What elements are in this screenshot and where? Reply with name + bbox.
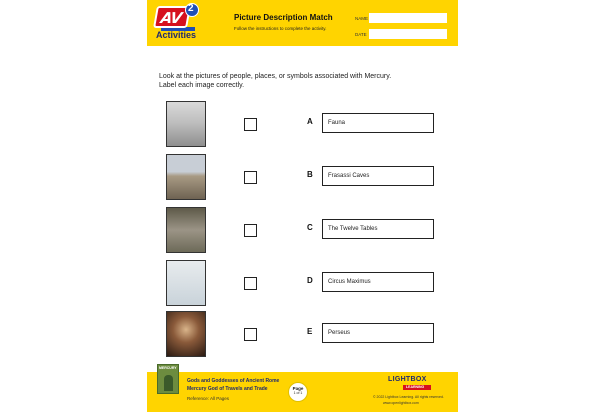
- worksheet: [147, 0, 458, 412]
- page-title: Picture Description Match: [234, 13, 333, 22]
- footer-band: [147, 366, 458, 412]
- picture-cave-interior: [166, 311, 206, 357]
- picture-fresco-scene: [166, 101, 206, 147]
- website-link[interactable]: www.openlightbox.com: [383, 401, 419, 405]
- picture-bronze-statue: [166, 260, 206, 306]
- choice-text: Frasassi Caves: [328, 173, 370, 179]
- choice-box: [322, 166, 434, 186]
- av2-logo: [155, 3, 201, 28]
- book-subtitle: Mercury God of Travels and Trade: [187, 386, 268, 392]
- choice-letter: B: [307, 170, 313, 179]
- choice-box: [322, 219, 434, 239]
- logo-superscript: 2: [188, 3, 194, 14]
- answer-checkbox[interactable]: [244, 224, 257, 237]
- page-indicator: [288, 382, 308, 402]
- logo-text: AV: [159, 9, 183, 27]
- choice-text: Fauna: [328, 120, 346, 126]
- answer-checkbox[interactable]: [244, 277, 257, 290]
- choice-box: [322, 113, 434, 133]
- instructions-text: Follow the instructions to complete the activity.: [234, 26, 327, 31]
- match-row-d: [147, 260, 458, 308]
- picture-statue-in-park: [166, 207, 206, 253]
- choice-text: The Twelve Tables: [328, 226, 378, 232]
- book-cover-thumbnail: [157, 364, 179, 394]
- date-label: DATE: [355, 32, 367, 37]
- logo-superscript-badge: [185, 3, 199, 17]
- page-label: Page: [292, 386, 304, 391]
- copyright-text: © 2022 Lightbox Learning. All rights reserved.: [373, 395, 444, 399]
- book-cover-label: MERCURY: [159, 366, 177, 370]
- lightbox-tag-text: LEARNING: [406, 385, 425, 389]
- prompt-line-1: Look at the pictures of people, places, or symbols associated with Mercury.: [159, 73, 392, 80]
- activity-prompt: [159, 72, 409, 90]
- reference-text: Reference: All Pages: [187, 396, 230, 401]
- choice-text: Perseus: [328, 330, 351, 336]
- prompt-line-2: Label each image correctly.: [159, 82, 245, 89]
- choice-letter: C: [307, 223, 313, 232]
- book-title: Gods and Goddesses of Ancient Rome: [187, 378, 280, 384]
- name-field[interactable]: [369, 13, 447, 23]
- match-row-c: [147, 207, 458, 255]
- answer-checkbox[interactable]: [244, 118, 257, 131]
- choice-box: [322, 323, 434, 343]
- date-field[interactable]: [369, 29, 447, 39]
- match-row-b: [147, 154, 458, 202]
- answer-checkbox[interactable]: [244, 328, 257, 341]
- choice-box: [322, 272, 434, 292]
- match-row-a: [147, 101, 458, 149]
- choice-letter: D: [307, 276, 313, 285]
- lightbox-logo: LIGHTBOX: [388, 376, 427, 383]
- book-cover-figure: [164, 375, 173, 391]
- name-label: NAME: [355, 16, 369, 21]
- lightbox-tag: [403, 385, 431, 390]
- activities-label: Activities: [156, 30, 197, 40]
- answer-checkbox[interactable]: [244, 171, 257, 184]
- page-number: 1 of 1: [293, 391, 303, 395]
- picture-ancient-ruins: [166, 154, 206, 200]
- choice-letter: E: [307, 327, 313, 336]
- choice-text: Circus Maximus: [328, 279, 371, 285]
- header-band: [147, 0, 458, 46]
- match-row-e: [147, 311, 458, 359]
- choice-letter: A: [307, 117, 313, 126]
